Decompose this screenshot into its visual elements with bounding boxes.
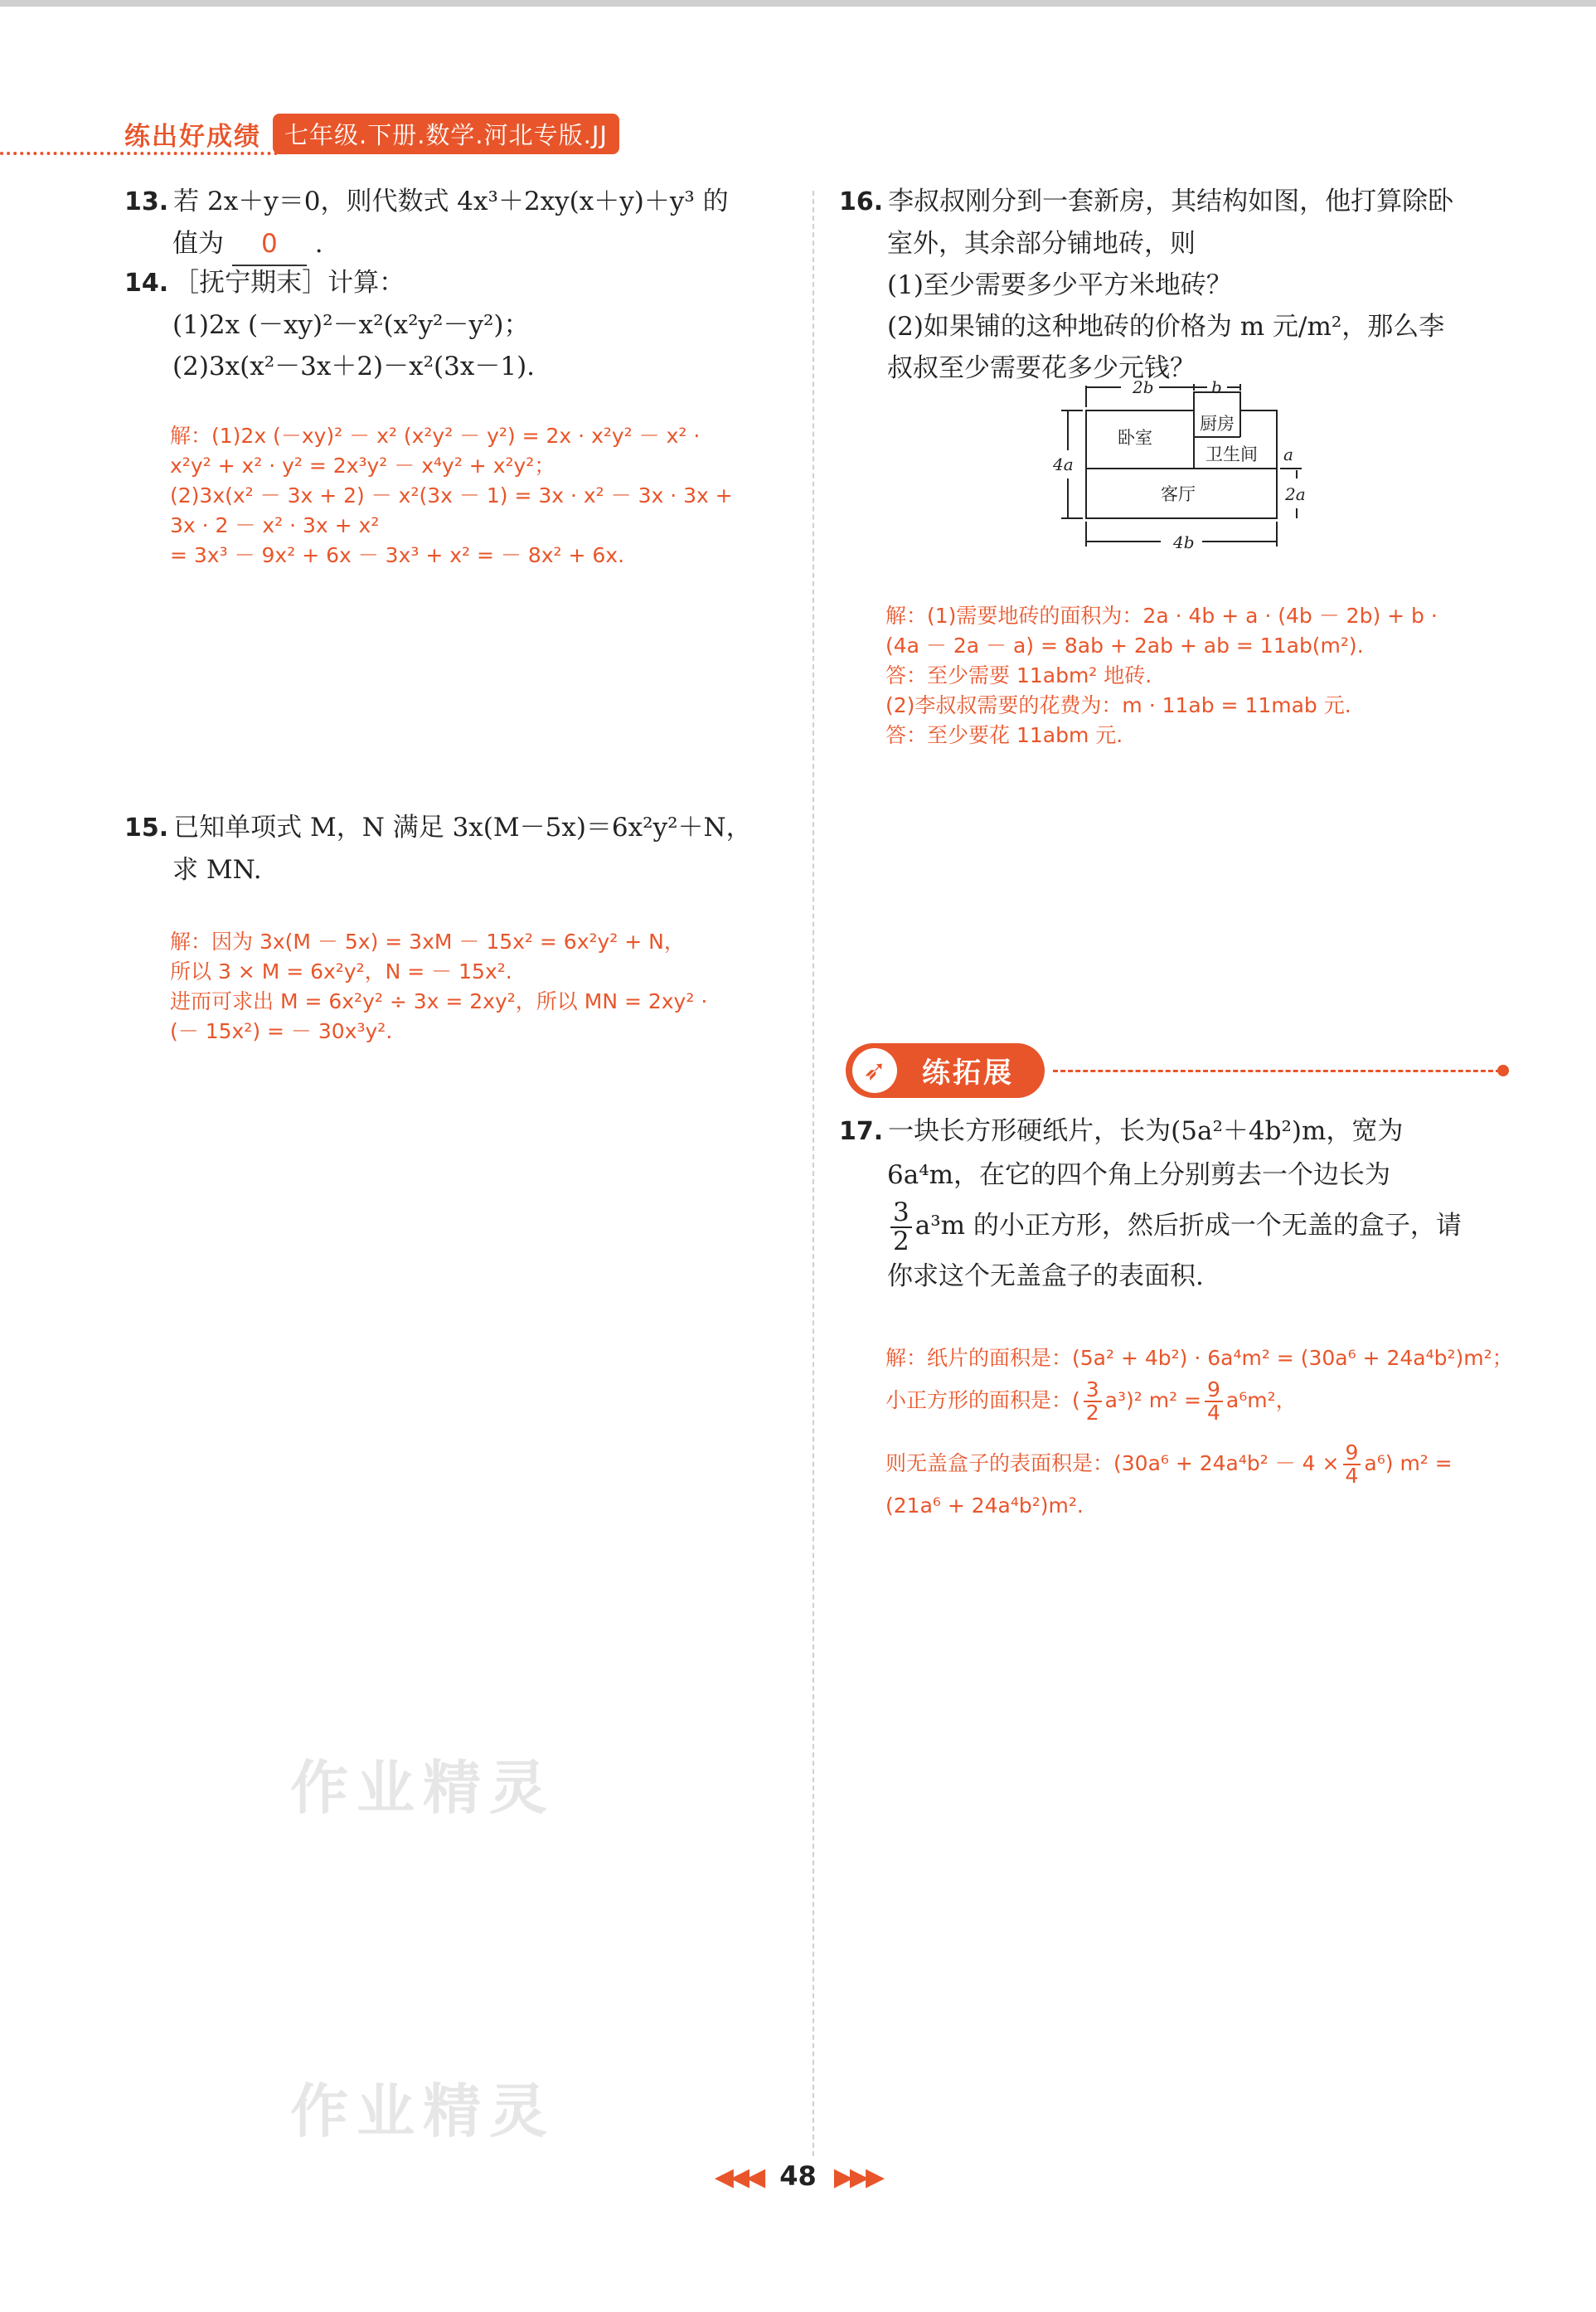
- fraction-numerator: 3: [890, 1199, 912, 1228]
- question-text: ［抚宁期末］计算：: [173, 268, 405, 298]
- column-divider: [813, 191, 814, 2156]
- question-text: a³m 的小正方形，然后折成一个无盖的盒子，请: [914, 1211, 1462, 1241]
- watermark: 作业精灵: [290, 1754, 555, 1822]
- fraction-numerator: 9: [1343, 1442, 1361, 1465]
- fraction-denominator: 2: [1085, 1401, 1099, 1425]
- question-text: 室外，其余部分铺地砖，则: [887, 229, 1196, 259]
- question-part-2-cont: 叔叔至少需要花多少元钱？: [887, 353, 1196, 383]
- question-number: 14.: [124, 269, 169, 298]
- banner-dashed-line: [1053, 1070, 1501, 1072]
- page-header: [124, 112, 619, 155]
- top-edge: [0, 0, 1596, 7]
- book-tag: 七年级.下册.数学.河北专版.JJ: [273, 114, 619, 154]
- question-part-1: (1)至少需要多少平方米地砖？: [887, 270, 1232, 300]
- answer-blank: 0: [232, 223, 307, 266]
- room-bathroom: 卫生间: [1205, 444, 1258, 464]
- question-number: 16.: [839, 187, 884, 216]
- question-text: .: [314, 229, 323, 259]
- fraction-denominator: 2: [893, 1226, 910, 1256]
- solution-line: 答：至少要花 11abm 元.: [885, 723, 1123, 747]
- question-text: 李叔叔刚分到一套新房，其结构如图，他打算除卧: [888, 187, 1454, 216]
- section-banner: [846, 1043, 1509, 1101]
- fraction-denominator: 4: [1207, 1401, 1220, 1425]
- dim-label-a: a: [1283, 444, 1293, 464]
- question-number: 15.: [124, 814, 169, 843]
- solution-text: 则无盖盒子的表面积是：(30a⁶ + 24a⁴b² － 4 ×: [885, 1451, 1340, 1475]
- solution-line: 解：(1)2x (－xy)² － x² (x²y² － y²) = 2x · x²y² － x² ·: [170, 424, 701, 448]
- dim-label-4b: 4b: [1173, 532, 1195, 552]
- solution-line: (2)李叔叔需要的花费为：m · 11ab = 11mab 元.: [885, 693, 1351, 717]
- solution-text: a⁶m²，: [1225, 1388, 1297, 1412]
- solution-line: 解：(1)需要地砖的面积为：2a · 4b + a · (4b － 2b) + b ·: [885, 604, 1438, 628]
- solution-15: [170, 927, 800, 1047]
- question-17: [839, 1110, 1519, 1298]
- solution-line: 解：纸片的面积是：(5a² + 4b²) · 6a⁴m² = (30a⁶ + 24a⁴b²)m²；: [885, 1346, 1513, 1370]
- banner-end-dot: [1497, 1065, 1509, 1076]
- watermark: 作业精灵: [290, 2077, 555, 2145]
- room-bedroom: 卧室: [1118, 428, 1152, 448]
- runner-icon: ➶: [852, 1048, 897, 1093]
- fraction: [1343, 1442, 1361, 1488]
- question-14: [124, 262, 788, 387]
- question-text: 一块长方形硬纸片，长为(5a²＋4b²)m，宽为: [888, 1116, 1404, 1146]
- solution-line: 所以 3 × M = 6x²y²，N = － 15x².: [170, 959, 512, 984]
- room-kitchen: 厨房: [1200, 414, 1235, 434]
- question-text: 你求这个无盖盒子的表面积.: [887, 1261, 1204, 1292]
- question-number: 17.: [839, 1117, 884, 1146]
- page-number: 48: [779, 2160, 817, 2192]
- page-footer: [0, 2160, 1596, 2192]
- fraction-numerator: 3: [1084, 1379, 1102, 1402]
- solution-line: 3x · 2 － x² · 3x + x²: [170, 513, 380, 537]
- fraction-denominator: 4: [1345, 1464, 1359, 1488]
- solution-line: (21a⁶ + 24a⁴b²)m².: [885, 1494, 1084, 1518]
- question-text: 值为: [172, 229, 224, 259]
- solution-line: 解：因为 3x(M － 5x) = 3xM － 15x² = 6x²y² + N，: [170, 930, 685, 954]
- right-arrows-icon: ▶▶▶: [833, 2163, 882, 2192]
- fraction: [1084, 1379, 1102, 1425]
- fraction: [1205, 1379, 1223, 1425]
- question-number: 13.: [124, 187, 169, 216]
- dim-label-b: b: [1211, 377, 1222, 397]
- left-arrows-icon: ◀◀◀: [714, 2163, 763, 2192]
- question-13: [124, 181, 788, 266]
- solution-line: (2)3x(x² － 3x + 2) － x²(3x － 1) = 3x · x² － 3x · 3x +: [170, 483, 733, 508]
- dim-label-2a: 2a: [1285, 484, 1306, 504]
- section-title: 练拓展: [922, 1056, 1014, 1090]
- question-part-1: (1)2x (－xy)²－x²(x²y²－y²)；: [172, 310, 530, 340]
- question-part-2: (2)如果铺的这种地砖的价格为 m 元/m²，那么李: [887, 312, 1445, 342]
- fraction-numerator: 9: [1205, 1379, 1223, 1402]
- solution-line: (－ 15x²) = － 30x³y².: [170, 1019, 393, 1043]
- solution-line: (4a － 2a － a) = 8ab + 2ab + ab = 11ab(m²).: [885, 634, 1364, 658]
- solution-16: [885, 601, 1516, 750]
- dim-label-4a: 4a: [1053, 454, 1074, 474]
- dim-label-2b: 2b: [1133, 377, 1154, 397]
- question-16: [839, 181, 1519, 389]
- solution-line: 进而可求出 M = 6x²y² ÷ 3x = 2xy²，所以 MN = 2xy² ·: [170, 989, 708, 1013]
- question-text: 求 MN.: [172, 855, 262, 885]
- question-text: 已知单项式 M，N 满足 3x(M－5x)＝6x²y²＋N，: [173, 813, 752, 843]
- solution-line: x²y² + x² · y² = 2x³y² － x⁴y² + x²y²；: [170, 454, 555, 478]
- fraction: [890, 1199, 912, 1255]
- question-15: [124, 807, 788, 891]
- solution-14: [170, 421, 800, 571]
- solution-line: = 3x³ － 9x² + 6x － 3x³ + x² = － 8x² + 6x.: [170, 543, 625, 567]
- floor-plan-figure: [1053, 377, 1335, 568]
- solution-line: 答：至少需要 11abm² 地砖.: [885, 663, 1152, 687]
- solution-text: 小正方形的面积是：(: [885, 1388, 1080, 1412]
- room-living: 客厅: [1161, 484, 1196, 504]
- solution-text: a⁶) m² =: [1364, 1451, 1453, 1475]
- question-text: 6a⁴m，在它的四个角上分别剪去一个边长为: [887, 1160, 1391, 1190]
- question-part-2: (2)3x(x²－3x＋2)－x²(3x－1).: [172, 352, 536, 381]
- solution-text: a³)² m² =: [1104, 1388, 1202, 1412]
- solution-17: [885, 1342, 1532, 1523]
- brand-title: 练出好成绩: [124, 121, 261, 152]
- header-dotted-line: [0, 152, 278, 155]
- question-text: 若 2x＋y＝0，则代数式 4x³＋2xy(x＋y)＋y³ 的: [173, 187, 729, 216]
